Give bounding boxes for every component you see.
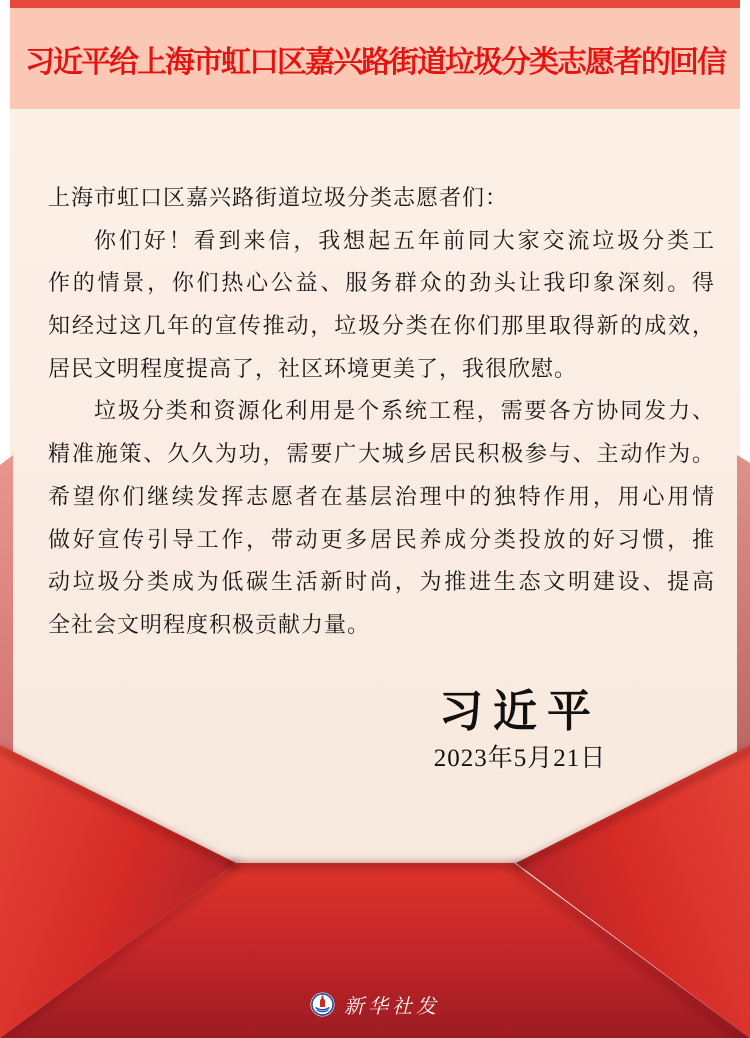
letter-line: 全社会文明程度积极贡献力量。: [48, 611, 371, 637]
letter-line: 做好宣传引导工作，带动更多居民养成分类投放的好习惯，推: [48, 526, 714, 552]
letter-line: 上海市虹口区嘉兴路街道垃圾分类志愿者们：: [48, 185, 509, 210]
letter-line: 作的情景，你们热心公益、服务群众的劲头让我印象深刻。得: [48, 270, 714, 296]
letter-line: 垃圾分类和资源化利用是个系统工程，需要各方协同发力、: [94, 398, 714, 424]
letter-line: 你们好！看到来信，我想起五年前同大家交流垃圾分类工: [94, 227, 714, 253]
signature-block: [370, 686, 670, 776]
letter-line: 知经过这几年的宣传推动，垃圾分类在你们那里取得新的成效，: [48, 313, 714, 339]
page-title: 习近平给上海市虹口区嘉兴路街道垃圾分类志愿者的回信: [25, 45, 725, 79]
xinhua-logo-icon: [310, 992, 335, 1017]
letter-line: 精准施策、久久为功，需要广大城乡居民积极参与、主动作为。: [48, 441, 714, 467]
title-band: [10, 8, 740, 109]
letter-line: 动垃圾分类成为低碳生活新时尚，为推进生态文明建设、提高: [48, 569, 714, 595]
header-red-strip: [10, 0, 740, 8]
letter-line: 希望你们继续发挥志愿者在基层治理中的独特作用，用心用情: [48, 483, 714, 509]
envelope-right-edge: [737, 455, 750, 760]
letter-line: 居民文明程度提高了，社区环境更美了，我很欣慰。: [48, 355, 578, 381]
envelope-left-edge: [0, 455, 13, 760]
footer-credit: 新华社发: [344, 996, 440, 1018]
signature: 习近平: [439, 687, 601, 736]
paper-edge-shadow: [228, 862, 526, 868]
letter-lines: [48, 177, 714, 647]
footer: [0, 990, 750, 1019]
letter-date: 2023年5月21日: [433, 745, 607, 772]
